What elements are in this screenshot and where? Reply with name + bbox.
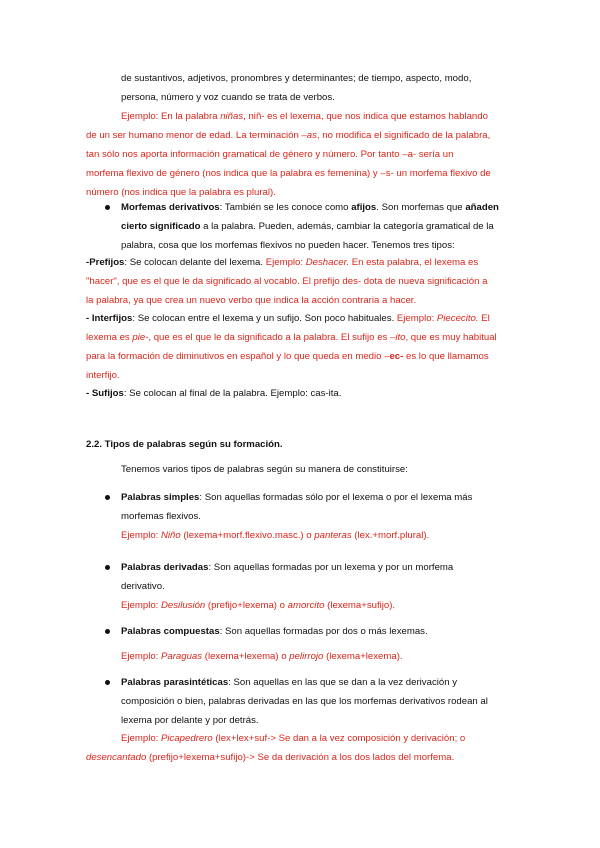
text-run-red: (lex.+morf.plural). [351, 530, 430, 541]
text-run: : Se colocan delante del lexema. [124, 257, 266, 268]
section-heading [86, 435, 283, 454]
text-run: : También se les conoce como [219, 202, 352, 213]
derivativos-line: palabra, cosa que los morfemas flexivos no pueden hacer. Tenemos tres tipos: [121, 240, 455, 251]
compuestas-paragraph [121, 622, 428, 641]
text-run-red: (lexema+morf.flexivo.masc.) o [180, 530, 315, 541]
text-run: : Son aquellas formadas por dos o más lexemas. [219, 626, 428, 637]
example-line: número (nos indica que la palabra es plural). [86, 187, 276, 198]
text-run-italic: as [306, 130, 317, 141]
parasinteticas-line: composición o bien, palabras derivadas en las que los morfemas derivativos rodean al [121, 696, 488, 707]
text-run: . Son morfemas que [376, 202, 466, 213]
term-bold: - Sufijos [86, 388, 124, 399]
term-bold: añaden [465, 202, 499, 213]
text-run-red: (prefijo+lexema) o [205, 600, 288, 611]
example-line: tan sólo nos aporta información gramatical de género y número. Por tanto –a- sería un [86, 149, 454, 160]
bullet-icon [105, 680, 110, 685]
text-run-red: (lexema+lexema). [323, 651, 403, 662]
text-run-italic: niñas [220, 111, 244, 122]
text-run-red: En esta palabra, el lexema es [349, 257, 479, 268]
interfijos-line: interfijo. [86, 370, 120, 381]
parasinteticas-line: lexema por delante y por detrás. [121, 715, 259, 726]
bullet-icon [105, 629, 110, 634]
example-line [86, 748, 465, 767]
text-run: , no modifica el significado de la palabra, [316, 130, 491, 141]
term-bold: cierto significado [121, 221, 201, 232]
prefijos-paragraph [86, 253, 487, 310]
term-bold: afijos [351, 202, 377, 213]
derivadas-line: derivativo. [121, 581, 165, 592]
bullet-icon [105, 565, 110, 570]
interfijos-line [86, 347, 497, 366]
term-bold: - Interfijos [86, 313, 133, 324]
example-line [86, 729, 465, 748]
text-run-red: (lexema+sufijo). [324, 600, 396, 611]
example-word: Picapedrero [161, 733, 213, 744]
example-word: desencantado [86, 752, 147, 763]
derivadas-line [121, 558, 453, 577]
term-bold: Palabras simples [121, 492, 200, 503]
example-word: Piececito. [436, 313, 479, 324]
text-run: : Son aquellas en las que se dan a la vez derivación y [228, 677, 458, 688]
text-run-red: Ejemplo: [121, 651, 161, 662]
example-line [121, 596, 395, 615]
text-run: : Se colocan entre el lexema y un sufijo. Son poco habituales. [132, 313, 397, 324]
text-run: Ejemplo: En la palabra [121, 111, 221, 122]
text-run-red: Ejemplo: [121, 530, 161, 541]
text-run-red: para la formación de diminutivos en español y lo que queda en medio – [86, 351, 390, 362]
text-run-red: Ejemplo: [396, 313, 437, 324]
term-bold: Palabras derivadas [121, 562, 209, 573]
example-line [86, 126, 491, 145]
sufijos-paragraph [86, 384, 341, 403]
text-run-red: (prefijo+lexema+sufijo)-> Se da derivación a los dos lados del morfema. [146, 752, 455, 763]
example-line: morfema flexivo de género (nos indica que la palabra es femenina) y –s- un morfema flexivo de [86, 168, 491, 179]
text-run-red: des- [342, 276, 362, 287]
simples-line [121, 488, 472, 507]
example-word: Desilusión [161, 600, 206, 611]
text-run-red: El [478, 313, 490, 324]
text-run: a la palabra. Pueden, además, cambiar la categoría gramatical de la [200, 221, 494, 232]
prefijos-line: la palabra, ya que crea un nuevo verbo que indica la acción contraria a hacer. [86, 295, 417, 306]
interfijos-line [86, 328, 497, 347]
intro-line: persona, número y voz cuando se trata de verbos. [121, 92, 335, 103]
text-run-red: , que es muy habitual [405, 332, 497, 343]
example-ninas-paragraph [86, 107, 491, 202]
derivativos-line [121, 198, 499, 217]
section-intro [121, 460, 408, 479]
text-run: : Son aquellas formadas por un lexema y por un morfema [208, 562, 454, 573]
text-run-red: , que es el que le da significado a la palabra. El sufijo es – [148, 332, 396, 343]
intro-line: de sustantivos, adjetivos, pronombres y determinantes; de tiempo, aspecto, modo, [121, 73, 472, 84]
text-run: de un ser humano menor de edad. La terminación – [86, 130, 307, 141]
derivativos-line [121, 217, 499, 236]
text-run: : Se colocan al final de la palabra. Ejemplo: cas-ita. [123, 388, 342, 399]
simples-example [121, 526, 429, 545]
parasinteticas-paragraph [121, 673, 488, 730]
example-word: Deshacer. [305, 257, 350, 268]
simples-line: morfemas flexivos. [121, 511, 201, 522]
text-run-red: (lexema+lexema) o [202, 651, 290, 662]
term-bold: Morfemas derivativos [121, 202, 220, 213]
section-intro-text: Tenemos varios tipos de palabras según su manera de constituirse: [121, 464, 408, 475]
derivadas-example [121, 596, 395, 615]
example-word: Paraguas [161, 651, 203, 662]
interfijos-paragraph [86, 309, 497, 385]
derivativos-paragraph [121, 198, 499, 255]
term-bold: ec- [389, 351, 404, 362]
text-run-red: es lo que llamamos [403, 351, 489, 362]
derivadas-paragraph [121, 558, 453, 596]
text-run-red: Ejemplo: [265, 257, 306, 268]
text-run-red: (lex+lex+suf-> Se dan a la vez composición y derivación; o [212, 733, 466, 744]
example-word: pie- [132, 332, 149, 343]
section-title: 2.2. Tipos de palabras según su formación. [86, 439, 283, 450]
bullet-icon [105, 205, 110, 210]
text-run-red: "hacer", que es el que le da significado al vocablo. El prefijo [86, 276, 343, 287]
text-run-red: Ejemplo: [121, 600, 161, 611]
example-line [121, 526, 429, 545]
compuestas-example [121, 647, 403, 666]
example-word: pelirrojo [289, 651, 324, 662]
interfijos-line [86, 309, 497, 328]
text-run-red: Ejemplo: [121, 733, 161, 744]
prefijos-line [86, 253, 487, 272]
example-word: amorcito [287, 600, 325, 611]
simples-paragraph [121, 488, 472, 526]
intro-paragraph [121, 69, 471, 107]
term-bold: Palabras compuestas [121, 626, 220, 637]
text-run-red: lexema es [86, 332, 133, 343]
example-line [121, 647, 403, 666]
example-line [86, 107, 491, 126]
example-word: panteras [314, 530, 352, 541]
parasinteticas-example [86, 729, 465, 767]
prefijos-line [86, 272, 487, 291]
term-bold: Palabras parasintéticas [121, 677, 229, 688]
text-run-red: dota de nueva significación a [361, 276, 488, 287]
compuestas-line [121, 622, 428, 641]
example-word: ito [395, 332, 406, 343]
text-run: , niñ- es el lexema, que nos indica que estamos hablando [243, 111, 488, 122]
term-bold: -Prefijos [86, 257, 125, 268]
sufijos-line [86, 384, 341, 403]
parasinteticas-line [121, 673, 488, 692]
bullet-icon [105, 495, 110, 500]
text-run: : Son aquellas formadas sólo por el lexema o por el lexema más [199, 492, 473, 503]
example-word: Niño [161, 530, 181, 541]
